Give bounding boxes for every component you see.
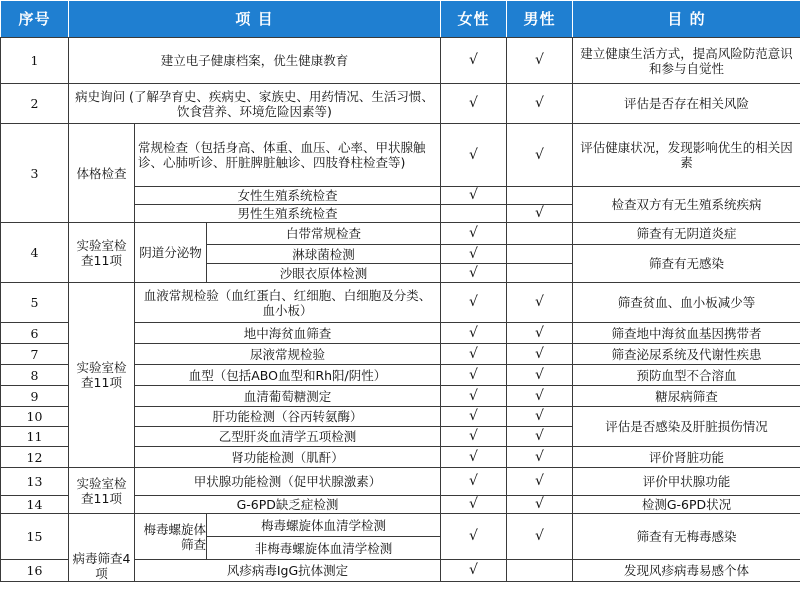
male-check: √	[507, 84, 573, 124]
row-item: 地中海贫血筛查	[135, 323, 441, 344]
row-item: 非梅毒螺旋体血清学检测	[207, 537, 441, 560]
table-row	[1, 38, 800, 84]
row-purpose: 评价肾脏功能	[573, 447, 800, 468]
table-row	[1, 283, 800, 323]
female-check: √	[441, 407, 507, 427]
row-purpose: 预防血型不合溶血	[573, 365, 800, 386]
header-male: 男性	[507, 1, 573, 38]
row-item: 血清葡萄糖测定	[135, 386, 441, 407]
female-check: √	[441, 344, 507, 365]
female-check: √	[441, 84, 507, 124]
female-check: √	[441, 386, 507, 407]
male-check: √	[507, 496, 573, 514]
male-empty	[507, 187, 573, 205]
row-seq: 8	[1, 365, 69, 386]
male-check: √	[507, 365, 573, 386]
row-seq: 3	[1, 124, 69, 223]
male-check: √	[507, 38, 573, 84]
male-check: √	[507, 124, 573, 187]
row-item: 血型（包括ABO血型和Rh阳/阴性）	[135, 365, 441, 386]
female-check: √	[441, 323, 507, 344]
female-check: √	[441, 365, 507, 386]
header-seq: 序号	[1, 1, 69, 38]
header-purpose: 目 的	[573, 1, 800, 38]
table-row	[1, 514, 800, 537]
row-seq: 9	[1, 386, 69, 407]
row-seq: 15	[1, 514, 69, 560]
row-item: 血液常规检验（血红蛋白、红细胞、白细胞及分类、血小板）	[135, 283, 441, 323]
row-category: 实验室检查11项	[69, 223, 135, 283]
row-item: 肝功能检测（谷丙转氨酶）	[135, 407, 441, 427]
female-check: √	[441, 447, 507, 468]
female-check: √	[441, 514, 507, 560]
male-check: √	[507, 344, 573, 365]
row-seq: 2	[1, 84, 69, 124]
row-item: 甲状腺功能检测（促甲状腺激素）	[135, 468, 441, 496]
row-item: 梅毒螺旋体血清学检测	[207, 514, 441, 537]
row-item: 乙型肝炎血清学五项检测	[135, 427, 441, 447]
row-category: 实验室检查11项	[69, 468, 135, 514]
row-purpose: 筛查贫血、血小板减少等	[573, 283, 800, 323]
table-row	[1, 124, 800, 187]
row-purpose: 评估是否存在相关风险	[573, 84, 800, 124]
row-item: 病史询问 (了解孕育史、疾病史、家族史、用药情况、生活习惯、饮食营养、环境危险因素等)	[69, 84, 441, 124]
row-item: 白带常规检查	[207, 223, 441, 245]
male-check: √	[507, 283, 573, 323]
male-empty	[507, 264, 573, 283]
female-check: √	[441, 124, 507, 187]
row-item: 男性生殖系统检查	[135, 205, 441, 223]
row-seq: 10	[1, 407, 69, 427]
row-seq: 16	[1, 560, 69, 582]
row-item: 风疹病毒IgG抗体测定	[135, 560, 441, 582]
male-check: √	[507, 447, 573, 468]
female-check: √	[441, 496, 507, 514]
row-purpose: 评估健康状况，发现影响优生的相关因素	[573, 124, 800, 187]
row-seq: 1	[1, 38, 69, 84]
row-seq: 14	[1, 496, 69, 514]
female-check: √	[441, 560, 507, 582]
male-check: √	[507, 468, 573, 496]
row-item: 常规检查（包括身高、体重、血压、心率、甲状腺触诊、心肺听诊、肝脏脾脏触诊、四肢脊柱检查等)	[135, 124, 441, 187]
row-purpose: 筛查地中海贫血基因携带者	[573, 323, 800, 344]
row-purpose: 评估是否感染及肝脏损伤情况	[573, 407, 800, 447]
female-check: √	[441, 245, 507, 264]
male-empty	[507, 245, 573, 264]
header-female: 女性	[441, 1, 507, 38]
table-header-row	[1, 1, 800, 38]
row-seq: 12	[1, 447, 69, 468]
female-check: √	[441, 264, 507, 283]
row-item: 沙眼衣原体检测	[207, 264, 441, 283]
male-check: √	[507, 323, 573, 344]
row-purpose: 糖尿病筛查	[573, 386, 800, 407]
row-category: 实验室检查11项	[69, 283, 135, 468]
row-group: 梅毒螺旋体筛查	[135, 514, 207, 560]
male-empty	[507, 223, 573, 245]
male-check: √	[507, 386, 573, 407]
female-check: √	[441, 283, 507, 323]
row-purpose: 发现风疹病毒易感个体	[573, 560, 800, 582]
table-row	[1, 223, 800, 245]
row-item: G-6PD缺乏症检测	[135, 496, 441, 514]
row-purpose: 筛查泌尿系统及代谢性疾患	[573, 344, 800, 365]
table-row	[1, 468, 800, 496]
row-purpose: 建立健康生活方式，提高风险防范意识和参与自觉性	[573, 38, 800, 84]
female-empty	[441, 205, 507, 223]
female-check: √	[441, 427, 507, 447]
row-seq: 5	[1, 283, 69, 323]
table-row	[1, 84, 800, 124]
row-seq: 7	[1, 344, 69, 365]
row-purpose: 检查双方有无生殖系统疾病	[573, 187, 800, 223]
row-seq: 13	[1, 468, 69, 496]
row-item: 建立电子健康档案，优生健康教育	[69, 38, 441, 84]
row-purpose: 筛查有无阴道炎症	[573, 223, 800, 245]
header-item: 项 目	[69, 1, 441, 38]
male-check: √	[507, 514, 573, 560]
row-purpose: 检测G-6PD状况	[573, 496, 800, 514]
male-check: √	[507, 205, 573, 223]
male-check: √	[507, 407, 573, 427]
female-check: √	[441, 468, 507, 496]
male-check: √	[507, 427, 573, 447]
row-seq: 4	[1, 223, 69, 283]
row-seq: 11	[1, 427, 69, 447]
female-check: √	[441, 223, 507, 245]
row-category: 病毒筛查4项	[69, 514, 135, 582]
row-item: 尿液常规检验	[135, 344, 441, 365]
row-purpose: 筛查有无感染	[573, 245, 800, 283]
row-group: 阴道分泌物	[135, 223, 207, 283]
row-purpose: 筛查有无梅毒感染	[573, 514, 800, 560]
female-check: √	[441, 187, 507, 205]
row-item: 女性生殖系统检查	[135, 187, 441, 205]
row-purpose: 评价甲状腺功能	[573, 468, 800, 496]
male-empty	[507, 560, 573, 582]
row-item: 淋球菌检测	[207, 245, 441, 264]
row-seq: 6	[1, 323, 69, 344]
row-category: 体格检查	[69, 124, 135, 223]
female-check: √	[441, 38, 507, 84]
row-item: 肾功能检测（肌酐）	[135, 447, 441, 468]
